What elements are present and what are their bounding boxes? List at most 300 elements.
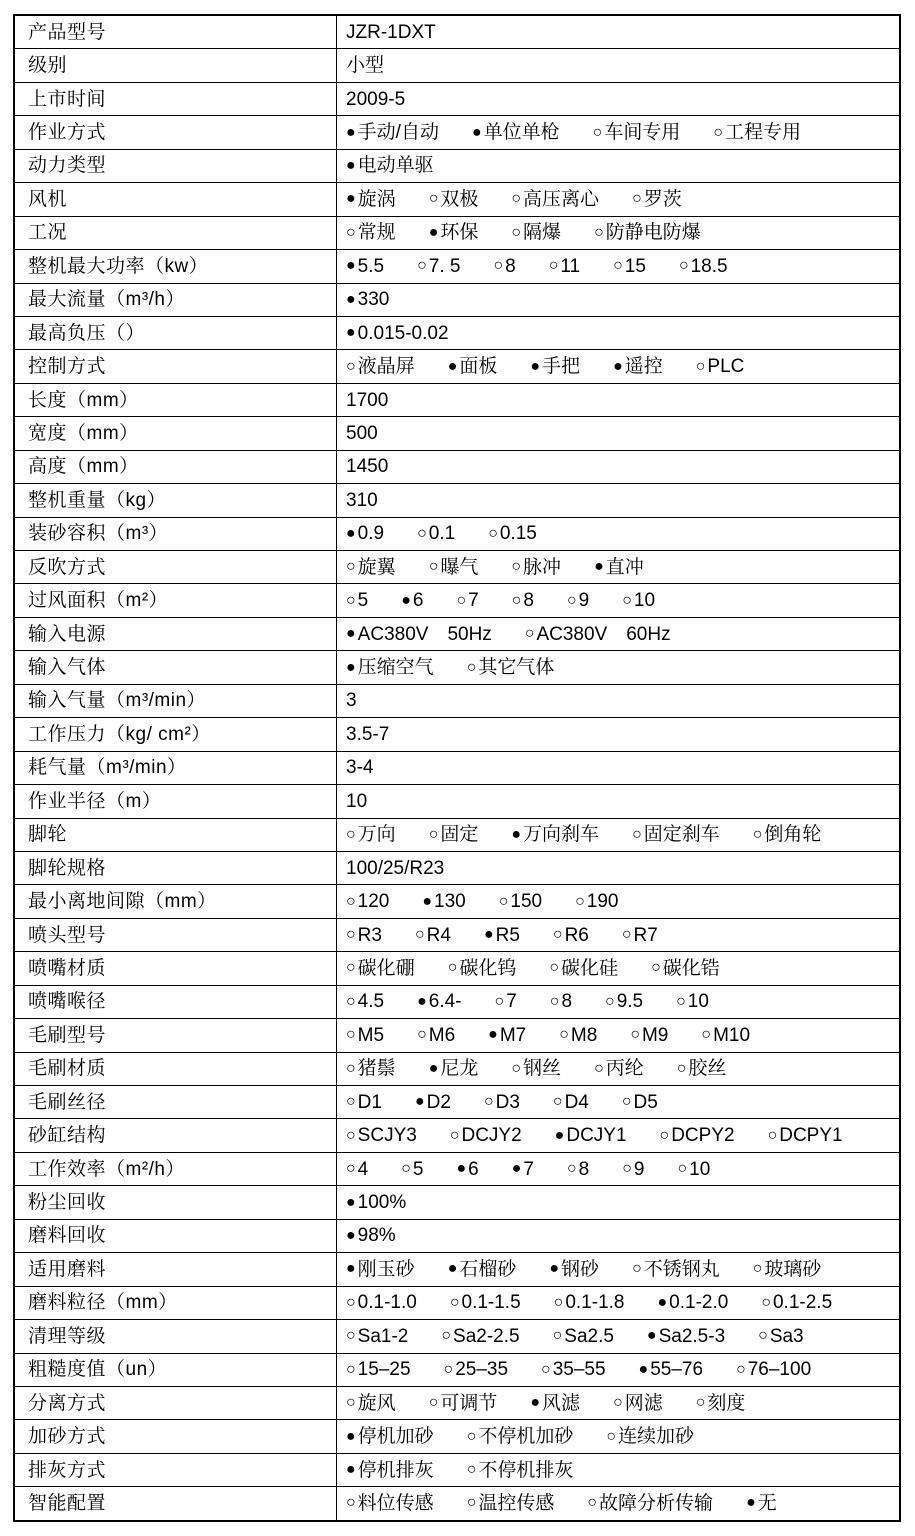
radio-option — [660, 1126, 735, 1145]
radio-option-label: R5 — [495, 924, 520, 946]
radio-selected-icon: ● — [483, 926, 494, 944]
row-label: 脚轮规格 — [15, 852, 337, 884]
radio-option-label: R7 — [633, 924, 658, 946]
radio-option — [567, 591, 589, 610]
radio-selected-icon: ● — [554, 1126, 565, 1144]
radio-option-label: Sa2.5 — [564, 1325, 614, 1347]
spec-table — [13, 14, 901, 1522]
radio-option-label: R4 — [426, 924, 451, 946]
radio-option-label: D4 — [564, 1091, 589, 1113]
radio-option — [488, 1026, 526, 1045]
radio-selected-icon: ● — [417, 992, 427, 1010]
radio-unselected-icon: ○ — [493, 257, 504, 275]
radio-option — [632, 190, 682, 209]
radio-option — [549, 1260, 599, 1279]
radio-option-label: 丙纶 — [605, 1058, 644, 1080]
table-row — [15, 284, 899, 317]
radio-option — [346, 1494, 434, 1513]
radio-option-label: 环保 — [440, 222, 479, 244]
radio-selected-icon: ● — [422, 892, 433, 910]
radio-option-label: 连续加砂 — [618, 1426, 695, 1448]
radio-option — [467, 658, 555, 677]
row-value — [337, 1186, 899, 1218]
radio-option — [467, 1461, 574, 1480]
radio-option — [346, 1394, 396, 1413]
radio-option-label: 碳化钨 — [459, 957, 517, 979]
radio-unselected-icon: ○ — [511, 558, 522, 576]
radio-option — [484, 926, 520, 945]
radio-option — [605, 992, 643, 1011]
radio-unselected-icon: ○ — [346, 558, 356, 576]
radio-option — [429, 1394, 498, 1413]
radio-unselected-icon: ○ — [752, 1260, 763, 1278]
row-label: 产品型号 — [15, 16, 337, 48]
radio-unselected-icon: ○ — [346, 825, 356, 843]
radio-option-label: 0.1-1.5 — [461, 1292, 521, 1314]
row-label: 动力类型 — [15, 150, 337, 182]
radio-selected-icon: ● — [346, 658, 356, 676]
radio-option-label: 76–100 — [747, 1359, 812, 1381]
row-value — [337, 150, 899, 182]
radio-option — [346, 324, 449, 343]
row-value — [337, 350, 899, 382]
table-row — [15, 1186, 899, 1219]
radio-option — [587, 1494, 713, 1513]
radio-option — [549, 959, 618, 978]
row-label: 粗糙度值（un） — [15, 1354, 337, 1386]
radio-unselected-icon: ○ — [736, 1360, 746, 1378]
row-value — [337, 1220, 899, 1252]
radio-option — [346, 524, 384, 543]
radio-option-label: 可调节 — [440, 1392, 498, 1414]
radio-option — [555, 1126, 627, 1145]
radio-selected-icon: ● — [613, 357, 623, 375]
radio-option — [613, 1394, 663, 1413]
row-value — [337, 116, 899, 148]
radio-option — [450, 1126, 522, 1145]
radio-option — [422, 892, 465, 911]
table-row — [15, 986, 899, 1019]
radio-selected-icon: ● — [594, 558, 604, 576]
radio-option-label: 碳化硼 — [357, 957, 415, 979]
radio-option — [346, 123, 439, 142]
radio-option — [676, 992, 709, 1011]
radio-option — [429, 223, 479, 242]
radio-unselected-icon: ○ — [346, 959, 356, 977]
row-value: 2009-5 — [346, 88, 406, 110]
row-label: 最大流量（m³/h） — [15, 284, 337, 316]
radio-option-label: 猪鬃 — [357, 1058, 396, 1080]
radio-option-label: D3 — [495, 1091, 520, 1113]
radio-option-label: 不停机排灰 — [478, 1459, 574, 1481]
radio-unselected-icon: ○ — [524, 625, 535, 643]
row-value: JZR-1DXT — [346, 21, 436, 43]
row-label: 毛刷材质 — [15, 1053, 337, 1085]
table-row — [15, 752, 899, 785]
radio-option — [346, 959, 415, 978]
row-value — [337, 1287, 899, 1319]
radio-option — [525, 625, 671, 644]
radio-option — [575, 892, 618, 911]
radio-option-label: 手动/自动 — [357, 122, 439, 144]
radio-unselected-icon: ○ — [346, 1494, 356, 1512]
radio-unselected-icon: ○ — [621, 1093, 632, 1111]
radio-option-label: 不锈钢丸 — [643, 1258, 720, 1280]
radio-option-label: 7. 5 — [428, 255, 461, 277]
row-label: 宽度（mm） — [15, 417, 337, 449]
radio-option — [753, 1260, 822, 1279]
row-label: 整机最大功率（kw） — [15, 250, 337, 282]
radio-option-label: D2 — [426, 1091, 451, 1113]
radio-selected-icon: ● — [346, 524, 356, 542]
radio-option-label: 6 — [468, 1158, 479, 1180]
radio-unselected-icon: ○ — [592, 123, 603, 141]
radio-unselected-icon: ○ — [605, 992, 615, 1010]
radio-selected-icon: ● — [447, 357, 458, 375]
radio-option — [346, 1026, 384, 1045]
row-label: 输入气量（m³/min） — [15, 685, 337, 717]
radio-option-label: 8 — [561, 991, 573, 1013]
radio-option — [346, 658, 434, 677]
radio-option — [346, 1260, 415, 1279]
radio-option — [593, 123, 681, 142]
radio-option-label: 9 — [633, 1158, 645, 1180]
radio-option-label: Sa1-2 — [357, 1325, 409, 1347]
radio-option-label: PLC — [707, 356, 745, 378]
radio-option — [484, 1093, 520, 1112]
row-value: 1450 — [346, 456, 389, 478]
radio-option — [346, 892, 389, 911]
row-value — [337, 1387, 899, 1419]
radio-option — [346, 1193, 406, 1212]
radio-unselected-icon: ○ — [632, 1260, 642, 1278]
radio-unselected-icon: ○ — [622, 1160, 632, 1178]
table-row — [15, 1253, 899, 1286]
radio-option — [346, 625, 492, 644]
radio-option-label: 0.15 — [499, 523, 537, 545]
radio-option — [346, 156, 434, 175]
row-value — [337, 986, 899, 1018]
radio-option — [511, 223, 561, 242]
radio-selected-icon: ● — [414, 1093, 425, 1111]
radio-option — [753, 825, 822, 844]
radio-selected-icon: ● — [346, 123, 356, 141]
radio-option-label: SCJY3 — [357, 1125, 417, 1147]
radio-option-label: 面板 — [459, 356, 498, 378]
radio-selected-icon: ● — [346, 1260, 356, 1278]
table-row — [15, 718, 899, 751]
radio-option — [346, 357, 415, 376]
table-row — [15, 116, 899, 149]
radio-option-label: 遥控 — [624, 356, 663, 378]
radio-option — [736, 1360, 811, 1379]
radio-unselected-icon: ○ — [559, 1026, 569, 1044]
radio-selected-icon: ● — [346, 1193, 356, 1211]
table-row — [15, 1119, 899, 1152]
radio-unselected-icon: ○ — [575, 892, 585, 910]
radio-option-label: 液晶屏 — [357, 356, 415, 378]
row-value — [337, 551, 899, 583]
radio-option-label: 8 — [523, 590, 534, 612]
radio-option — [346, 223, 396, 242]
row-value — [337, 1086, 899, 1118]
radio-unselected-icon: ○ — [428, 558, 439, 576]
radio-unselected-icon: ○ — [552, 1093, 563, 1111]
row-label: 控制方式 — [15, 350, 337, 382]
radio-option — [417, 1026, 455, 1045]
radio-option — [613, 357, 663, 376]
radio-unselected-icon: ○ — [428, 1394, 439, 1412]
table-row — [15, 1053, 899, 1086]
radio-selected-icon: ● — [511, 825, 522, 843]
radio-option-label: Sa2.5-3 — [658, 1325, 726, 1347]
table-row — [15, 819, 899, 852]
radio-option-label: DCJY1 — [566, 1125, 627, 1147]
radio-option — [499, 892, 542, 911]
table-row — [15, 317, 899, 350]
radio-unselected-icon: ○ — [541, 1360, 551, 1378]
radio-option — [346, 558, 396, 577]
radio-option-label: 万向 — [357, 824, 396, 846]
radio-option-label: 25–35 — [455, 1359, 509, 1381]
radio-option — [549, 257, 580, 276]
radio-option — [594, 223, 701, 242]
radio-unselected-icon: ○ — [346, 223, 356, 241]
radio-option — [448, 959, 517, 978]
radio-option — [429, 558, 479, 577]
radio-unselected-icon: ○ — [659, 1126, 670, 1144]
radio-option — [429, 1059, 479, 1078]
row-label: 过风面积（m²） — [15, 584, 337, 616]
radio-unselected-icon: ○ — [346, 1126, 356, 1144]
radio-option — [472, 123, 560, 142]
row-value — [337, 885, 899, 917]
radio-option-label: 刻度 — [707, 1392, 746, 1414]
radio-option-label: 6 — [412, 590, 424, 612]
radio-option — [346, 190, 396, 209]
radio-option — [530, 357, 580, 376]
radio-unselected-icon: ○ — [695, 357, 706, 375]
radio-option-label: 温控传感 — [478, 1492, 555, 1514]
row-label: 清理等级 — [15, 1320, 337, 1352]
radio-selected-icon: ● — [530, 357, 541, 375]
radio-option-label: AC380V 60Hz — [536, 623, 671, 645]
radio-selected-icon: ● — [401, 591, 411, 609]
row-label: 工作压力（kg/ cm²） — [15, 718, 337, 750]
radio-unselected-icon: ○ — [346, 1293, 356, 1311]
row-value — [337, 1487, 899, 1519]
radio-selected-icon: ● — [346, 625, 356, 643]
row-value — [337, 618, 899, 650]
radio-option — [415, 1093, 451, 1112]
row-value — [337, 819, 899, 851]
radio-option-label: R6 — [564, 924, 589, 946]
radio-option — [417, 992, 461, 1011]
radio-option-label: 35–55 — [552, 1359, 606, 1381]
radio-unselected-icon: ○ — [695, 1394, 706, 1412]
radio-unselected-icon: ○ — [346, 992, 356, 1010]
radio-unselected-icon: ○ — [346, 1093, 356, 1111]
radio-unselected-icon: ○ — [346, 1160, 356, 1178]
radio-option-label: 10 — [687, 991, 709, 1013]
radio-option — [594, 1059, 644, 1078]
radio-option — [512, 591, 534, 610]
radio-unselected-icon: ○ — [443, 1360, 454, 1378]
radio-option-label: 15 — [624, 255, 646, 277]
radio-option-label: 10 — [689, 1158, 711, 1180]
radio-option — [467, 1494, 555, 1513]
radio-option — [448, 1260, 517, 1279]
table-row — [15, 417, 899, 450]
radio-option-label: 100% — [357, 1192, 407, 1214]
table-row — [15, 350, 899, 383]
radio-unselected-icon: ○ — [594, 1059, 604, 1077]
table-row — [15, 484, 899, 517]
radio-option-label: 直冲 — [605, 556, 644, 578]
radio-option-label: 车间专用 — [604, 122, 681, 144]
radio-option-label: 不停机加砂 — [478, 1426, 574, 1448]
row-value — [337, 317, 899, 349]
radio-selected-icon: ● — [530, 1394, 541, 1412]
radio-unselected-icon: ○ — [494, 992, 505, 1010]
radio-option — [429, 190, 479, 209]
table-row — [15, 584, 899, 617]
radio-option — [701, 1026, 750, 1045]
radio-option-label: 120 — [357, 891, 390, 913]
radio-selected-icon: ● — [346, 324, 356, 342]
radio-option — [713, 123, 801, 142]
radio-option-label: 停机排灰 — [357, 1459, 434, 1481]
radio-unselected-icon: ○ — [417, 1026, 427, 1044]
radio-option-label: 钢丝 — [523, 1058, 562, 1080]
table-row — [15, 183, 899, 216]
radio-option — [450, 1293, 521, 1312]
radio-option-label: 防静电防爆 — [605, 222, 701, 244]
row-label: 脚轮 — [15, 819, 337, 851]
radio-option — [758, 1327, 803, 1346]
radio-unselected-icon: ○ — [428, 825, 439, 843]
radio-option-label: 风滤 — [542, 1392, 581, 1414]
radio-unselected-icon: ○ — [401, 1160, 411, 1178]
radio-unselected-icon: ○ — [414, 926, 425, 944]
table-row — [15, 885, 899, 918]
radio-unselected-icon: ○ — [549, 992, 560, 1010]
table-row — [15, 49, 899, 82]
row-value — [337, 1354, 899, 1386]
radio-option — [554, 1293, 625, 1312]
radio-option — [622, 926, 658, 945]
row-value: 1700 — [346, 389, 389, 411]
radio-option — [346, 1293, 417, 1312]
radio-unselected-icon: ○ — [511, 190, 522, 208]
radio-option — [657, 1293, 728, 1312]
radio-option-label: 倒角轮 — [764, 824, 822, 846]
radio-option-label: 330 — [357, 289, 390, 311]
radio-option — [559, 1026, 597, 1045]
radio-unselected-icon: ○ — [767, 1126, 778, 1144]
radio-option — [417, 524, 455, 543]
row-value — [337, 1019, 899, 1051]
radio-option — [346, 1427, 434, 1446]
row-value: 10 — [346, 790, 368, 812]
row-label: 最高负压（） — [15, 317, 337, 349]
table-row — [15, 685, 899, 718]
radio-unselected-icon: ○ — [488, 524, 498, 542]
radio-option-label: D5 — [633, 1091, 658, 1113]
table-row — [15, 651, 899, 684]
radio-unselected-icon: ○ — [549, 959, 560, 977]
radio-unselected-icon: ○ — [613, 257, 623, 275]
radio-option-label: Sa3 — [769, 1325, 804, 1347]
radio-option — [467, 1427, 574, 1446]
radio-unselected-icon: ○ — [441, 1327, 452, 1345]
radio-unselected-icon: ○ — [511, 591, 522, 609]
radio-option — [511, 190, 599, 209]
radio-option — [606, 1427, 694, 1446]
row-value — [337, 919, 899, 951]
radio-selected-icon: ● — [471, 123, 482, 141]
radio-unselected-icon: ○ — [651, 959, 661, 977]
row-label: 分离方式 — [15, 1387, 337, 1419]
radio-option — [346, 926, 382, 945]
table-row — [15, 83, 899, 116]
row-label: 级别 — [15, 49, 337, 81]
radio-option-label: DCJY2 — [461, 1125, 522, 1147]
radio-unselected-icon: ○ — [346, 1327, 356, 1345]
radio-option-label: 固定 — [440, 824, 479, 846]
radio-option-label: 石榴砂 — [459, 1258, 517, 1280]
radio-selected-icon: ● — [456, 1160, 467, 1178]
radio-option-label: Sa2-2.5 — [453, 1325, 520, 1347]
radio-unselected-icon: ○ — [346, 591, 356, 609]
radio-selected-icon: ● — [657, 1293, 668, 1311]
row-label: 智能配置 — [15, 1487, 337, 1519]
radio-option — [444, 1360, 509, 1379]
row-label: 磨料回收 — [15, 1220, 337, 1252]
row-value — [337, 1253, 899, 1285]
radio-unselected-icon: ○ — [346, 892, 356, 910]
table-row — [15, 1420, 899, 1453]
row-value — [337, 183, 899, 215]
table-row — [15, 1387, 899, 1420]
radio-selected-icon: ● — [488, 1026, 498, 1044]
radio-option — [613, 257, 646, 276]
radio-option — [441, 1327, 519, 1346]
radio-selected-icon: ● — [646, 1327, 657, 1345]
radio-unselected-icon: ○ — [552, 1327, 563, 1345]
radio-selected-icon: ● — [346, 1461, 356, 1479]
radio-option-label: 隔爆 — [523, 222, 562, 244]
radio-option-label: 双极 — [440, 188, 479, 210]
table-row — [15, 384, 899, 417]
radio-option-label: 5 — [412, 1158, 424, 1180]
row-label: 反吹方式 — [15, 551, 337, 583]
radio-unselected-icon: ○ — [449, 1293, 460, 1311]
radio-selected-icon: ● — [346, 190, 356, 208]
radio-option-label: 无 — [757, 1492, 777, 1514]
radio-option-label: 罗茨 — [643, 188, 682, 210]
row-label: 作业方式 — [15, 116, 337, 148]
radio-option-label: 7 — [506, 991, 517, 1013]
radio-option-label: 15–25 — [357, 1359, 411, 1381]
radio-option — [401, 591, 423, 610]
radio-unselected-icon: ○ — [552, 926, 563, 944]
radio-option-label: 旋翼 — [357, 556, 396, 578]
radio-option-label: 0.1-2.5 — [772, 1292, 833, 1314]
radio-option — [457, 591, 479, 610]
radio-option — [448, 357, 498, 376]
radio-unselected-icon: ○ — [621, 926, 632, 944]
